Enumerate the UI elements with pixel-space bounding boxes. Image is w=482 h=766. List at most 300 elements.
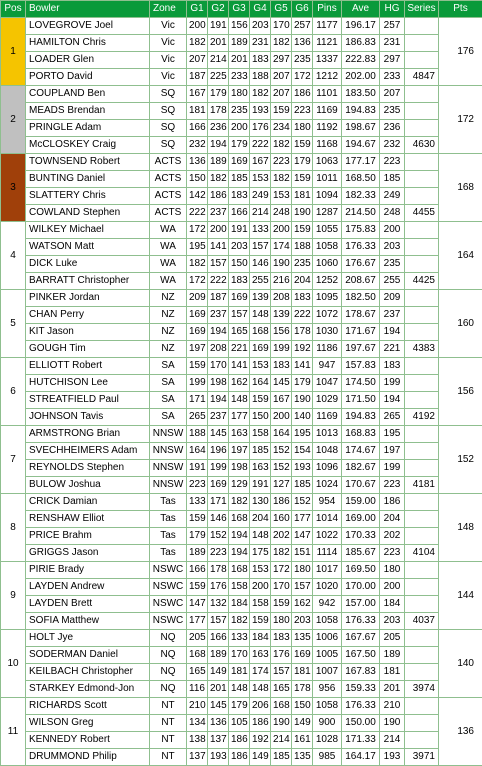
game-score-g3: 170 [229, 647, 250, 664]
game-score-g3: 168 [229, 511, 250, 528]
zone-cell: NZ [150, 324, 187, 341]
series-cell [405, 715, 439, 732]
table-row [1, 715, 482, 732]
points-cell: 168 [439, 154, 482, 222]
pins-cell: 1058 [313, 613, 342, 630]
table-row [1, 664, 482, 681]
zone-cell: NSWC [150, 596, 187, 613]
zone-cell: NT [150, 715, 187, 732]
average-cell: 208.67 [342, 273, 380, 290]
bowler-name: REYNOLDS Stephen [26, 460, 150, 477]
average-cell: 176.33 [342, 613, 380, 630]
points-cell: 152 [439, 426, 482, 494]
zone-cell: Tas [150, 511, 187, 528]
game-score-g4: 183 [250, 52, 271, 69]
game-score-g6: 188 [292, 239, 313, 256]
game-score-g3: 197 [229, 443, 250, 460]
game-score-g6: 162 [292, 596, 313, 613]
zone-cell: Tas [150, 545, 187, 562]
game-score-g3: 182 [229, 613, 250, 630]
high-game-cell: 200 [380, 222, 405, 239]
pins-cell: 1094 [313, 188, 342, 205]
series-cell [405, 256, 439, 273]
pins-cell: 1011 [313, 171, 342, 188]
game-score-g6: 195 [292, 426, 313, 443]
zone-cell: Tas [150, 494, 187, 511]
game-score-g6: 235 [292, 256, 313, 273]
high-game-cell: 201 [380, 681, 405, 698]
high-game-cell: 223 [380, 545, 405, 562]
average-cell: 170.33 [342, 528, 380, 545]
header-pts: Pts [439, 1, 482, 18]
game-score-g4: 148 [250, 681, 271, 698]
table-row [1, 86, 482, 103]
pins-cell: 1030 [313, 324, 342, 341]
bowler-name: RENSHAW Elliot [26, 511, 150, 528]
bowler-name: ELLIOTT Robert [26, 358, 150, 375]
table-row [1, 256, 482, 273]
average-cell: 196.17 [342, 18, 380, 35]
table-row [1, 358, 482, 375]
bowler-name: SVECHHEIMERS Adam [26, 443, 150, 460]
points-cell: 156 [439, 358, 482, 426]
game-score-g5: 208 [271, 290, 292, 307]
pins-cell: 1006 [313, 630, 342, 647]
game-score-g6: 141 [292, 358, 313, 375]
game-score-g4: 167 [250, 154, 271, 171]
game-score-g1: 136 [187, 154, 208, 171]
game-score-g4: 188 [250, 69, 271, 86]
game-score-g1: 222 [187, 205, 208, 222]
pins-cell: 1058 [313, 239, 342, 256]
game-score-g6: 185 [292, 477, 313, 494]
game-score-g2: 171 [208, 494, 229, 511]
zone-cell: NT [150, 698, 187, 715]
pins-cell: 1028 [313, 732, 342, 749]
position-cell: 6 [1, 358, 26, 426]
series-cell: 4383 [405, 341, 439, 358]
game-score-g2: 146 [208, 511, 229, 528]
pins-cell: 985 [313, 749, 342, 766]
series-cell [405, 596, 439, 613]
high-game-cell: 202 [380, 528, 405, 545]
bowler-name: CRICK Damian [26, 494, 150, 511]
game-score-g5: 190 [271, 256, 292, 273]
game-score-g2: 189 [208, 154, 229, 171]
pins-cell: 1007 [313, 664, 342, 681]
game-score-g3: 133 [229, 630, 250, 647]
game-score-g4: 149 [250, 749, 271, 766]
game-score-g6: 186 [292, 86, 313, 103]
game-score-g3: 141 [229, 358, 250, 375]
game-score-g5: 152 [271, 460, 292, 477]
table-row [1, 579, 482, 596]
game-score-g3: 177 [229, 409, 250, 426]
high-game-cell: 297 [380, 52, 405, 69]
zone-cell: NSWC [150, 579, 187, 596]
game-score-g2: 157 [208, 613, 229, 630]
average-cell: 183.50 [342, 86, 380, 103]
high-game-cell: 204 [380, 511, 405, 528]
game-score-g5: 200 [271, 222, 292, 239]
pins-cell: 1048 [313, 443, 342, 460]
game-score-g6: 157 [292, 579, 313, 596]
zone-cell: NNSW [150, 443, 187, 460]
series-cell [405, 86, 439, 103]
game-score-g6: 150 [292, 698, 313, 715]
high-game-cell: 265 [380, 409, 405, 426]
bowler-name: MEADS Brendan [26, 103, 150, 120]
series-cell: 3971 [405, 749, 439, 766]
average-cell: 182.50 [342, 290, 380, 307]
zone-cell: NQ [150, 647, 187, 664]
table-row [1, 409, 482, 426]
pins-cell: 1017 [313, 562, 342, 579]
game-score-g5: 207 [271, 86, 292, 103]
bowler-name: TOWNSEND Robert [26, 154, 150, 171]
zone-cell: SQ [150, 103, 187, 120]
zone-cell: Vic [150, 35, 187, 52]
high-game-cell: 237 [380, 307, 405, 324]
bowler-name: GOUGH Tim [26, 341, 150, 358]
zone-cell: NNSW [150, 426, 187, 443]
zone-cell: SA [150, 375, 187, 392]
series-cell [405, 562, 439, 579]
pins-cell: 1169 [313, 103, 342, 120]
game-score-g3: 182 [229, 494, 250, 511]
game-score-g5: 145 [271, 375, 292, 392]
game-score-g1: 187 [187, 69, 208, 86]
pins-cell: 947 [313, 358, 342, 375]
game-score-g5: 185 [271, 749, 292, 766]
game-score-g4: 153 [250, 171, 271, 188]
game-score-g5: 159 [271, 596, 292, 613]
series-cell: 4037 [405, 613, 439, 630]
pins-cell: 1060 [313, 256, 342, 273]
average-cell: 157.00 [342, 596, 380, 613]
game-score-g2: 194 [208, 324, 229, 341]
bowler-name: RICHARDS Scott [26, 698, 150, 715]
game-score-g5: 182 [271, 171, 292, 188]
game-score-g2: 236 [208, 120, 229, 137]
game-score-g2: 145 [208, 426, 229, 443]
game-score-g5: 190 [271, 715, 292, 732]
game-score-g2: 186 [208, 188, 229, 205]
game-score-g3: 156 [229, 18, 250, 35]
game-score-g3: 148 [229, 681, 250, 698]
game-score-g6: 190 [292, 205, 313, 222]
series-cell: 3974 [405, 681, 439, 698]
high-game-cell: 194 [380, 324, 405, 341]
table-row [1, 511, 482, 528]
table-body [1, 18, 482, 766]
position-cell: 10 [1, 630, 26, 698]
high-game-cell: 257 [380, 18, 405, 35]
table-row [1, 681, 482, 698]
bowler-name: SLATTERY Chris [26, 188, 150, 205]
game-score-g3: 158 [229, 579, 250, 596]
game-score-g2: 196 [208, 443, 229, 460]
game-score-g1: 223 [187, 477, 208, 494]
average-cell: 169.50 [342, 562, 380, 579]
game-score-g5: 139 [271, 307, 292, 324]
game-score-g3: 179 [229, 698, 250, 715]
pins-cell: 1014 [313, 511, 342, 528]
game-score-g6: 152 [292, 494, 313, 511]
zone-cell: WA [150, 222, 187, 239]
average-cell: 170.67 [342, 477, 380, 494]
average-cell: 185.67 [342, 545, 380, 562]
zone-cell: WA [150, 273, 187, 290]
game-score-g1: 189 [187, 545, 208, 562]
game-score-g3: 165 [229, 324, 250, 341]
average-cell: 194.83 [342, 103, 380, 120]
game-score-g1: 116 [187, 681, 208, 698]
game-score-g6: 147 [292, 528, 313, 545]
game-score-g6: 222 [292, 307, 313, 324]
game-score-g2: 193 [208, 749, 229, 766]
game-score-g1: 207 [187, 52, 208, 69]
game-score-g3: 235 [229, 103, 250, 120]
header-pins: Pins [313, 1, 342, 18]
header-pos: Pos [1, 1, 26, 18]
bowler-name: JOHNSON Tavis [26, 409, 150, 426]
bowler-name: HUTCHISON Lee [26, 375, 150, 392]
game-score-g3: 162 [229, 375, 250, 392]
game-score-g4: 158 [250, 596, 271, 613]
game-score-g3: 221 [229, 341, 250, 358]
average-cell: 167.83 [342, 664, 380, 681]
bowler-name: COUPLAND Ben [26, 86, 150, 103]
game-score-g4: 168 [250, 324, 271, 341]
average-cell: 194.67 [342, 137, 380, 154]
pins-cell: 1055 [313, 222, 342, 239]
series-cell [405, 732, 439, 749]
pins-cell: 1192 [313, 120, 342, 137]
pins-cell: 956 [313, 681, 342, 698]
game-score-g1: 265 [187, 409, 208, 426]
table-row [1, 103, 482, 120]
series-cell: 4630 [405, 137, 439, 154]
series-cell [405, 35, 439, 52]
game-score-g5: 234 [271, 120, 292, 137]
game-score-g4: 150 [250, 409, 271, 426]
pins-cell: 1072 [313, 307, 342, 324]
high-game-cell: 233 [380, 69, 405, 86]
game-score-g4: 193 [250, 103, 271, 120]
table-row [1, 69, 482, 86]
high-game-cell: 181 [380, 664, 405, 681]
series-cell [405, 290, 439, 307]
game-score-g5: 183 [271, 630, 292, 647]
series-cell [405, 171, 439, 188]
points-cell: 148 [439, 494, 482, 562]
game-score-g3: 184 [229, 596, 250, 613]
game-score-g2: 237 [208, 205, 229, 222]
pins-cell: 1337 [313, 52, 342, 69]
game-score-g4: 159 [250, 392, 271, 409]
zone-cell: Vic [150, 52, 187, 69]
series-cell [405, 443, 439, 460]
zone-cell: NZ [150, 290, 187, 307]
game-score-g4: 255 [250, 273, 271, 290]
series-cell [405, 698, 439, 715]
game-score-g5: 170 [271, 579, 292, 596]
zone-cell: WA [150, 239, 187, 256]
bowler-name: DRUMMOND Philip [26, 749, 150, 766]
game-score-g5: 297 [271, 52, 292, 69]
game-score-g3: 203 [229, 239, 250, 256]
series-cell [405, 307, 439, 324]
bowler-name: HOLT Jye [26, 630, 150, 647]
series-cell [405, 664, 439, 681]
game-score-g4: 182 [250, 86, 271, 103]
game-score-g2: 201 [208, 35, 229, 52]
position-cell: 2 [1, 86, 26, 154]
high-game-cell: 189 [380, 647, 405, 664]
series-cell: 4425 [405, 273, 439, 290]
series-cell [405, 528, 439, 545]
game-score-g5: 170 [271, 18, 292, 35]
high-game-cell: 200 [380, 579, 405, 596]
pins-cell: 1058 [313, 698, 342, 715]
game-score-g3: 105 [229, 715, 250, 732]
high-game-cell: 209 [380, 290, 405, 307]
game-score-g1: 133 [187, 494, 208, 511]
header-ave: Ave [342, 1, 380, 18]
game-score-g6: 135 [292, 630, 313, 647]
zone-cell: ACTS [150, 188, 187, 205]
series-cell [405, 188, 439, 205]
zone-cell: ACTS [150, 205, 187, 222]
game-score-g5: 174 [271, 239, 292, 256]
game-score-g2: 189 [208, 647, 229, 664]
header-g5: G5 [271, 1, 292, 18]
game-score-g4: 222 [250, 137, 271, 154]
game-score-g3: 183 [229, 188, 250, 205]
table-row [1, 154, 482, 171]
series-cell [405, 358, 439, 375]
game-score-g4: 191 [250, 477, 271, 494]
header-g3: G3 [229, 1, 250, 18]
game-score-g2: 214 [208, 52, 229, 69]
game-score-g2: 137 [208, 732, 229, 749]
series-cell [405, 460, 439, 477]
average-cell: 159.33 [342, 681, 380, 698]
high-game-cell: 186 [380, 494, 405, 511]
bowler-name: SODERMAN Daniel [26, 647, 150, 664]
points-cell: 144 [439, 562, 482, 630]
game-score-g3: 181 [229, 664, 250, 681]
game-score-g6: 235 [292, 52, 313, 69]
average-cell: 157.83 [342, 358, 380, 375]
average-cell: 197.67 [342, 341, 380, 358]
high-game-cell: 236 [380, 120, 405, 137]
average-cell: 214.50 [342, 205, 380, 222]
game-score-g4: 157 [250, 239, 271, 256]
zone-cell: NQ [150, 681, 187, 698]
zone-cell: NQ [150, 630, 187, 647]
high-game-cell: 223 [380, 477, 405, 494]
high-game-cell: 203 [380, 239, 405, 256]
high-game-cell: 235 [380, 103, 405, 120]
game-score-g6: 178 [292, 324, 313, 341]
game-score-g5: 160 [271, 511, 292, 528]
bowler-name: PINKER Jordan [26, 290, 150, 307]
game-score-g5: 182 [271, 137, 292, 154]
table-row [1, 375, 482, 392]
average-cell: 167.67 [342, 630, 380, 647]
pins-cell: 1287 [313, 205, 342, 222]
game-score-g1: 232 [187, 137, 208, 154]
game-score-g4: 153 [250, 562, 271, 579]
pins-cell: 900 [313, 715, 342, 732]
game-score-g2: 169 [208, 477, 229, 494]
game-score-g3: 200 [229, 120, 250, 137]
game-score-g2: 198 [208, 375, 229, 392]
high-game-cell: 183 [380, 358, 405, 375]
series-cell [405, 52, 439, 69]
game-score-g2: 191 [208, 18, 229, 35]
high-game-cell: 207 [380, 86, 405, 103]
average-cell: 198.67 [342, 120, 380, 137]
zone-cell: ACTS [150, 171, 187, 188]
bowler-name: HAMILTON Chris [26, 35, 150, 52]
game-score-g2: 199 [208, 460, 229, 477]
table-row [1, 137, 482, 154]
pins-cell: 1096 [313, 460, 342, 477]
game-score-g4: 139 [250, 290, 271, 307]
bowler-name: LOVEGROVE Joel [26, 18, 150, 35]
average-cell: 202.00 [342, 69, 380, 86]
series-cell [405, 324, 439, 341]
game-score-g1: 134 [187, 715, 208, 732]
game-score-g6: 140 [292, 409, 313, 426]
series-cell [405, 239, 439, 256]
average-cell: 194.83 [342, 409, 380, 426]
game-score-g6: 169 [292, 647, 313, 664]
series-cell [405, 630, 439, 647]
high-game-cell: 255 [380, 273, 405, 290]
series-cell [405, 579, 439, 596]
game-score-g4: 153 [250, 358, 271, 375]
position-cell: 8 [1, 494, 26, 562]
high-game-cell: 232 [380, 137, 405, 154]
game-score-g3: 169 [229, 154, 250, 171]
pins-cell: 1013 [313, 426, 342, 443]
zone-cell: Tas [150, 528, 187, 545]
game-score-g2: 194 [208, 392, 229, 409]
game-score-g3: 233 [229, 69, 250, 86]
high-game-cell: 180 [380, 562, 405, 579]
bowler-name: KEILBACH Christopher [26, 664, 150, 681]
game-score-g1: 210 [187, 698, 208, 715]
table-row [1, 171, 482, 188]
series-cell: 4847 [405, 69, 439, 86]
game-score-g6: 159 [292, 137, 313, 154]
game-score-g1: 181 [187, 103, 208, 120]
game-score-g5: 152 [271, 443, 292, 460]
table-row [1, 494, 482, 511]
game-score-g6: 161 [292, 732, 313, 749]
game-score-g3: 185 [229, 171, 250, 188]
series-cell [405, 222, 439, 239]
header-g6: G6 [292, 1, 313, 18]
game-score-g6: 135 [292, 749, 313, 766]
game-score-g4: 169 [250, 341, 271, 358]
game-score-g1: 182 [187, 35, 208, 52]
game-score-g2: 201 [208, 681, 229, 698]
